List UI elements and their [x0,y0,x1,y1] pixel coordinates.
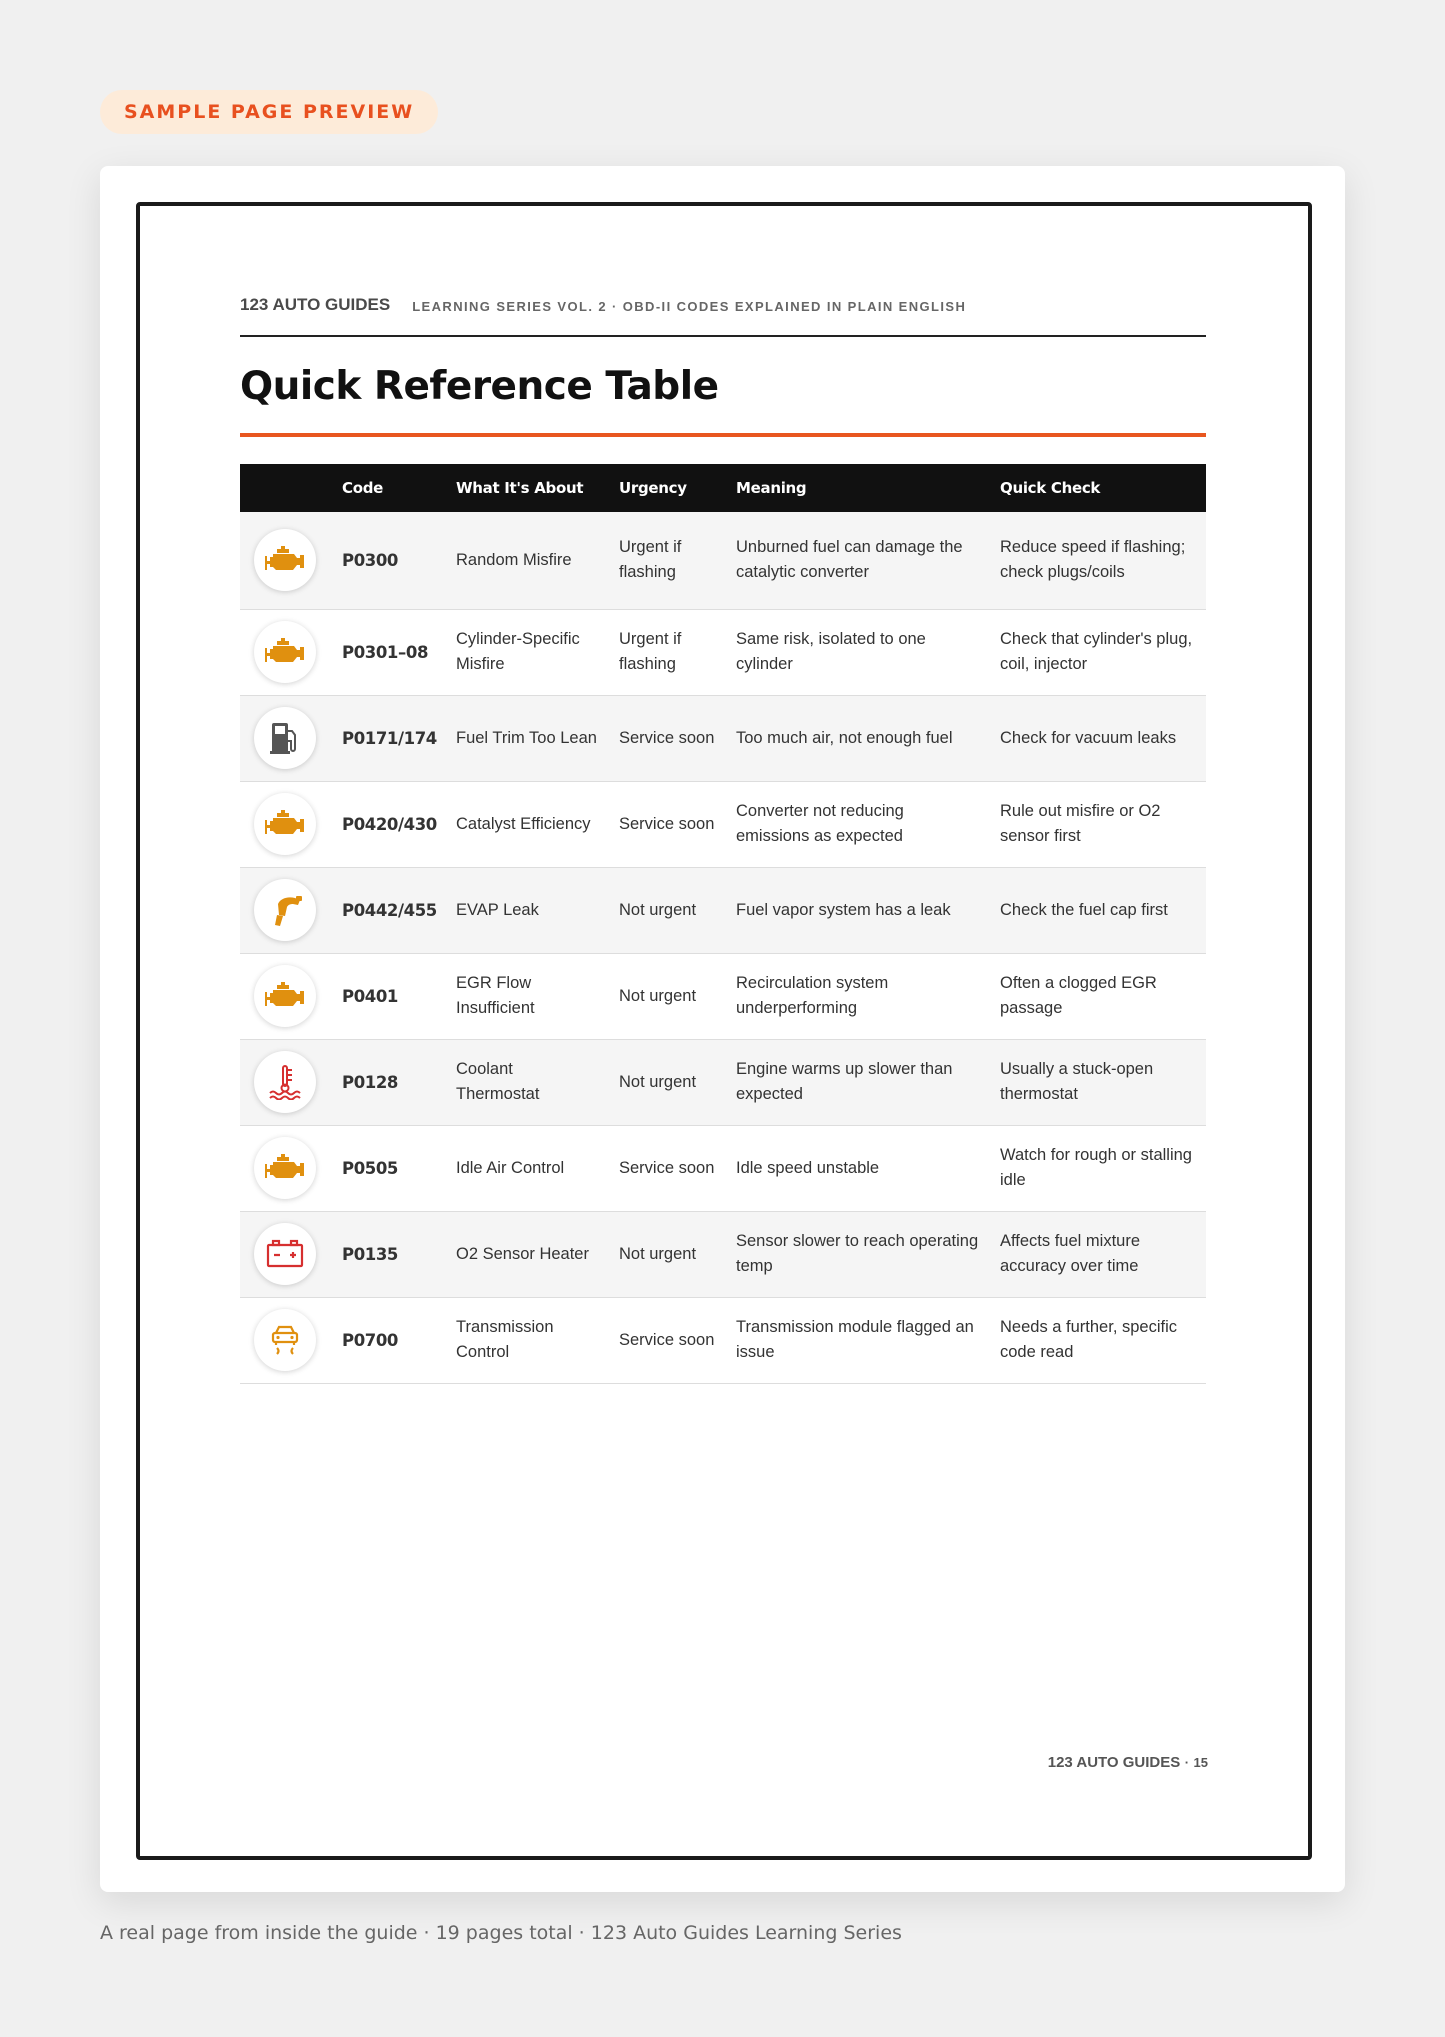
quick-reference-table [240,464,1206,1384]
check-engine-icon [254,529,316,591]
code-cell: P0300 [330,512,444,609]
code-cell: P0442/455 [330,867,444,953]
header-code: Code [330,464,444,512]
table-row [240,867,1206,953]
table-row [240,1125,1206,1211]
meaning-cell: Transmission module flagged an issue [724,1297,988,1383]
fuel-nozzle-icon [254,879,316,941]
urgency-cell: Service soon [607,695,724,781]
header-about: What It's About [444,464,607,512]
about-cell: Cylinder-Specific Misfire [444,609,607,695]
urgency-cell: Service soon [607,1297,724,1383]
quick-check-cell: Usually a stuck-open thermostat [988,1039,1206,1125]
urgency-cell: Urgent if flashing [607,609,724,695]
about-cell: Idle Air Control [444,1125,607,1211]
code-cell: P0128 [330,1039,444,1125]
icon-cell [240,1125,330,1211]
about-cell: O2 Sensor Heater [444,1211,607,1297]
quick-check-cell: Needs a further, specific code read [988,1297,1206,1383]
preview-card [100,166,1345,1892]
urgency-cell: Not urgent [607,867,724,953]
table-row [240,512,1206,609]
preview-caption: A real page from inside the guide · 19 pages total · 123 Auto Guides Learning Series [100,1922,902,1944]
quick-check-cell: Watch for rough or stalling idle [988,1125,1206,1211]
page-number: 15 [1193,1755,1208,1770]
code-cell: P0171/174 [330,695,444,781]
about-cell: Random Misfire [444,512,607,609]
battery-icon [254,1223,316,1285]
urgency-cell: Not urgent [607,1039,724,1125]
title-underline [240,433,1206,437]
icon-cell [240,867,330,953]
icon-cell [240,1211,330,1297]
table-header-row [240,464,1206,512]
code-cell: P0420/430 [330,781,444,867]
header-urgency: Urgency [607,464,724,512]
table-row [240,953,1206,1039]
icon-cell [240,512,330,609]
meaning-cell: Engine warms up slower than expected [724,1039,988,1125]
footer-separator: · [1184,1755,1190,1770]
code-cell: P0135 [330,1211,444,1297]
meaning-cell: Too much air, not enough fuel [724,695,988,781]
header-meaning: Meaning [724,464,988,512]
urgency-cell: Service soon [607,781,724,867]
quick-check-cell: Rule out misfire or O2 sensor first [988,781,1206,867]
about-cell: Coolant Thermostat [444,1039,607,1125]
header-quick-check: Quick Check [988,464,1206,512]
meaning-cell: Recirculation system underperforming [724,953,988,1039]
quick-check-cell: Check that cylinder's plug, coil, injector [988,609,1206,695]
about-cell: EVAP Leak [444,867,607,953]
quick-check-cell: Check for vacuum leaks [988,695,1206,781]
coolant-temperature-icon [254,1051,316,1113]
meaning-cell: Fuel vapor system has a leak [724,867,988,953]
table-row [240,1039,1206,1125]
table-row [240,609,1206,695]
table-row [240,781,1206,867]
quick-check-cell: Reduce speed if flashing; check plugs/coils [988,512,1206,609]
code-cell: P0505 [330,1125,444,1211]
check-engine-icon [254,965,316,1027]
about-cell: Fuel Trim Too Lean [444,695,607,781]
quick-check-cell: Affects fuel mixture accuracy over time [988,1211,1206,1297]
running-header [240,295,1206,337]
page-footer [1048,1754,1208,1772]
about-cell: Catalyst Efficiency [444,781,607,867]
icon-cell [240,695,330,781]
quick-check-cell: Check the fuel cap first [988,867,1206,953]
sample-page-badge: SAMPLE PAGE PREVIEW [100,90,438,134]
traction-control-icon [254,1309,316,1371]
meaning-cell: Sensor slower to reach operating temp [724,1211,988,1297]
footer-brand: 123 AUTO GUIDES [1047,1754,1181,1771]
urgency-cell: Not urgent [607,953,724,1039]
icon-cell [240,609,330,695]
meaning-cell: Unburned fuel can damage the catalytic converter [724,512,988,609]
header-icon [240,464,330,512]
meaning-cell: Idle speed unstable [724,1125,988,1211]
table-row [240,1211,1206,1297]
about-cell: EGR Flow Insufficient [444,953,607,1039]
header-series: LEARNING SERIES VOL. 2 · OBD-II CODES EXPLAINED IN PLAIN ENGLISH [412,299,967,314]
urgency-cell: Urgent if flashing [607,512,724,609]
icon-cell [240,953,330,1039]
page-title: Quick Reference Table [240,364,719,409]
code-cell: P0401 [330,953,444,1039]
code-cell: P0301–08 [330,609,444,695]
quick-check-cell: Often a clogged EGR passage [988,953,1206,1039]
meaning-cell: Converter not reducing emissions as expected [724,781,988,867]
meaning-cell: Same risk, isolated to one cylinder [724,609,988,695]
icon-cell [240,781,330,867]
table-row [240,695,1206,781]
urgency-cell: Service soon [607,1125,724,1211]
icon-cell [240,1039,330,1125]
check-engine-icon [254,1137,316,1199]
check-engine-icon [254,793,316,855]
code-cell: P0700 [330,1297,444,1383]
table-row [240,1297,1206,1383]
urgency-cell: Not urgent [607,1211,724,1297]
document-page [136,202,1312,1860]
header-brand: 123 AUTO GUIDES [240,295,391,314]
fuel-pump-icon [254,707,316,769]
check-engine-icon [254,621,316,683]
about-cell: Transmission Control [444,1297,607,1383]
icon-cell [240,1297,330,1383]
